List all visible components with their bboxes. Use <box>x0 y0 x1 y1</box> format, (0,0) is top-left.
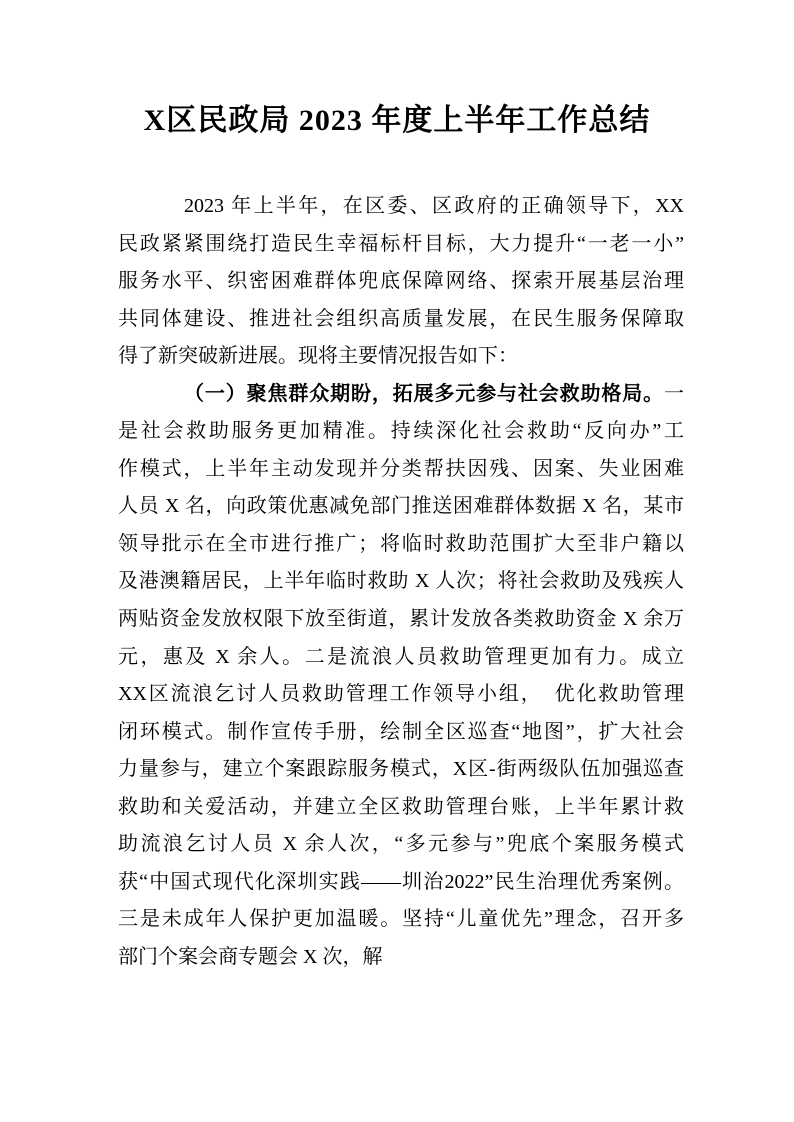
text-line <box>118 263 684 301</box>
text-line <box>118 563 684 601</box>
body-text: 共同体建设、推进社会组织高质量发展，在民生服务保障取 <box>118 307 684 330</box>
body-text: 民政紧紧围绕打造民生幸福标杆目标，大力提升“一老一小” <box>118 232 684 255</box>
body-text: XX区流浪乞讨人员救助管理工作领导小组， 优化救助管理 <box>118 683 684 706</box>
text-line <box>118 714 684 752</box>
body-text: 助流浪乞讨人员 X 余人次，“多元参与”兜底个案服务模式 <box>118 833 684 856</box>
text-line <box>118 226 684 264</box>
body-text: 是社会救助服务更加精准。持续深化社会救助“反向办”工 <box>118 420 684 443</box>
body-text: 得了新突破新进展。现将主要情况报告如下： <box>118 345 518 368</box>
body-text: 服务水平、织密困难群体兜底保障网络、探索开展基层治理 <box>118 270 684 293</box>
body-text: 部门个案会商专题会 X 次，解 <box>118 945 383 968</box>
body-text: 及港澳籍居民，上半年临时救助 X 人次；将社会救助及残疾人 <box>118 570 684 593</box>
body-text: 力量参与，建立个案跟踪服务模式，X区-街两级队伍加强巡查 <box>118 758 684 781</box>
text-line <box>118 789 684 827</box>
text-line <box>118 939 684 977</box>
document-body <box>118 188 684 976</box>
body-text: 元，惠及 X 余人。二是流浪人员救助管理更加有力。成立 <box>118 645 684 668</box>
text-line <box>118 338 684 376</box>
text-line <box>118 451 684 489</box>
body-text: 2023 年上半年，在区委、区政府的正确领导下，XX <box>184 195 684 217</box>
body-text: 一 <box>664 382 684 405</box>
text-line <box>118 601 684 639</box>
body-text: 领导批示在全市进行推广；将临时救助范围扩大至非户籍以 <box>118 532 684 555</box>
body-text: 三是未成年人保护更加温暖。坚持“儿童优先”理念，召开多 <box>118 908 684 931</box>
text-line <box>118 526 684 564</box>
body-text: 两贴资金发放权限下放至街道，累计发放各类救助资金 X 余万 <box>118 608 684 631</box>
text-line <box>118 188 684 226</box>
text-line <box>118 676 684 714</box>
section-heading-text: （一）聚焦群众期盼，拓展多元参与社会救助格局。 <box>184 382 664 405</box>
body-text: 救助和关爱活动，并建立全区救助管理台账，上半年累计救 <box>118 795 684 818</box>
text-line <box>118 488 684 526</box>
text-line <box>118 413 684 451</box>
text-line <box>118 901 684 939</box>
body-text: 作模式，上半年主动发现并分类帮扶因残、因案、失业困难 <box>118 457 684 480</box>
text-line <box>118 376 684 414</box>
text-line <box>118 864 684 902</box>
text-line <box>118 826 684 864</box>
body-text: 闭环模式。制作宣传手册，绘制全区巡查“地图”，扩大社会 <box>118 720 684 743</box>
document-title: X区民政局 2023 年度上半年工作总结 <box>143 104 651 137</box>
body-text: 人员 X 名，向政策优惠减免部门推送困难群体数据 X 名，某市 <box>118 495 684 518</box>
text-line <box>118 301 684 339</box>
text-line <box>118 751 684 789</box>
body-text: 获“中国式现代化深圳实践——圳治2022”民生治理优秀案例。 <box>118 870 684 893</box>
text-line <box>118 639 684 677</box>
